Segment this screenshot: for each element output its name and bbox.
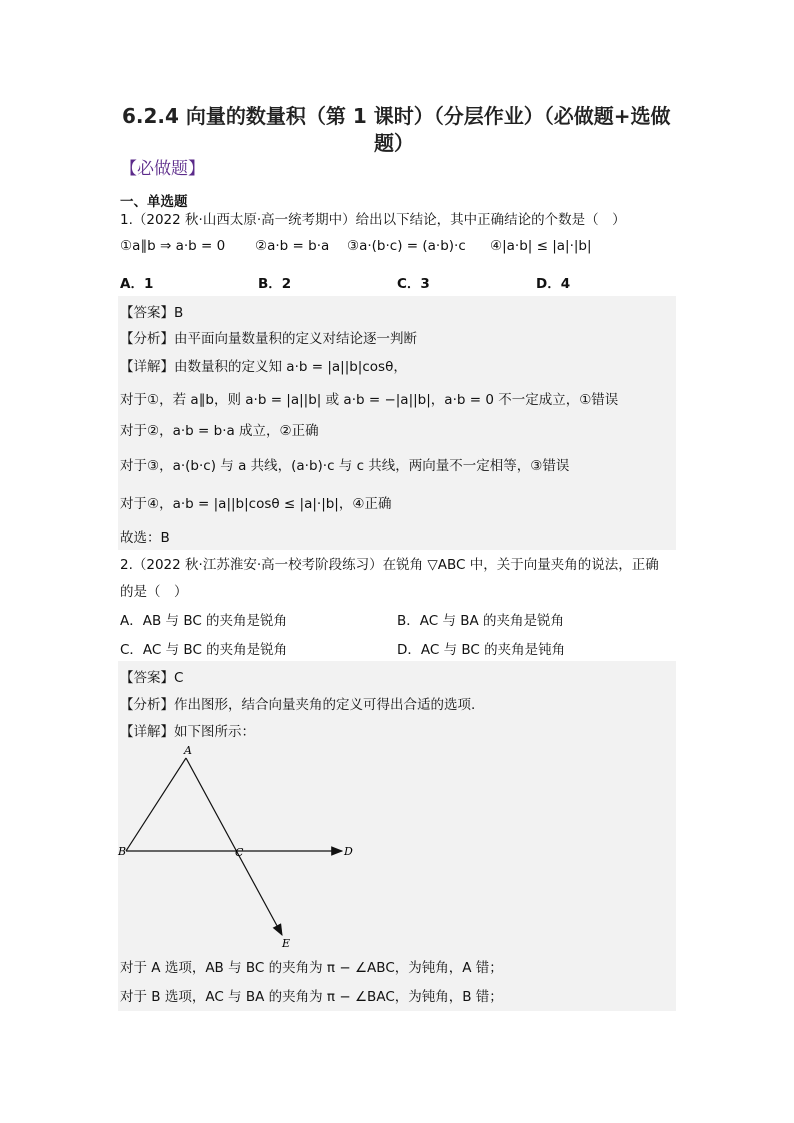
doc-title-line2: 题） bbox=[374, 131, 414, 155]
label-c: C bbox=[235, 846, 244, 859]
triangle-figure bbox=[110, 740, 370, 955]
q1-detail-3: 对于③，a·(b·c) 与 a 共线，(a·b)·c 与 c 共线，两向量不一定相等，③错误 bbox=[120, 458, 570, 474]
q1-detail-4: 对于④，a·b = |a||b|cosθ ≤ |a|·|b|，④正确 bbox=[120, 496, 392, 512]
q1-analysis: 【分析】由平面向量数量积的定义对结论逐一判断 bbox=[120, 331, 417, 347]
segment-ab bbox=[126, 758, 186, 851]
q1-stem: 1.（2022 秋·山西太原·高一统考期中）给出以下结论，其中正确结论的个数是（ ） bbox=[120, 212, 626, 228]
q2-option-a: A．AB 与 BC 的夹角是锐角 bbox=[120, 613, 288, 629]
q1-statement-4: ④|a·b| ≤ |a|·|b| bbox=[490, 238, 592, 254]
q2-detail-b: 对于 B 选项，AC 与 BA 的夹角为 π − ∠BAC，为钝角，B 错； bbox=[120, 989, 503, 1005]
q2-stem-line1: 2.（2022 秋·江苏淮安·高一校考阶段练习）在锐角 ▽ABC 中，关于向量夹角的说法，正确 bbox=[120, 557, 659, 573]
q2-answer: 【答案】C bbox=[120, 670, 184, 686]
q1-conclusion: 故选：B bbox=[120, 530, 170, 546]
q1-detail: 【详解】由数量积的定义知 a·b = |a||b|cosθ， bbox=[120, 359, 407, 375]
label-e: E bbox=[282, 937, 291, 950]
q2-detail: 【详解】如下图所示： bbox=[120, 724, 255, 740]
q2-analysis: 【分析】作出图形，结合向量夹角的定义可得出合适的选项. bbox=[120, 697, 476, 713]
q1-answer: 【答案】B bbox=[120, 305, 184, 321]
q2-stem-line2: 的是（ ） bbox=[120, 584, 188, 600]
q2-detail-a: 对于 A 选项，AB 与 BC 的夹角为 π − ∠ABC，为钝角，A 错； bbox=[120, 960, 503, 976]
q1-detail-1: 对于①，若 a∥b，则 a·b = |a||b| 或 a·b = −|a||b|，a·b = 0 不一定成立，①错误 bbox=[120, 392, 619, 408]
q2-option-b: B．AC 与 BA 的夹角是锐角 bbox=[397, 613, 565, 629]
q2-option-d: D．AC 与 BC 的夹角是钝角 bbox=[397, 642, 566, 658]
q1-option-b: B．2 bbox=[258, 276, 292, 292]
q2-option-c: C．AC 与 BC 的夹角是锐角 bbox=[120, 642, 288, 658]
label-b: B bbox=[118, 845, 127, 858]
label-d: D bbox=[344, 845, 353, 858]
q1-option-c: C．3 bbox=[397, 276, 430, 292]
doc-title-line1: 6.2.4 向量的数量积（第 1 课时）（分层作业）（必做题+选做 bbox=[122, 104, 671, 128]
q1-statement-1: ①a∥b ⇒ a·b = 0 bbox=[120, 238, 226, 254]
q1-option-a: A．1 bbox=[120, 276, 154, 292]
label-a: A bbox=[184, 744, 192, 757]
q1-detail-2: 对于②，a·b = b·a 成立，②正确 bbox=[120, 423, 319, 439]
ray-ae bbox=[186, 758, 282, 935]
section-required: 【必做题】 bbox=[120, 159, 205, 179]
q1-statement-3: ③a·(b·c) = (a·b)·c bbox=[347, 238, 466, 254]
q1-option-d: D．4 bbox=[536, 276, 571, 292]
heading-single-choice: 一、单选题 bbox=[120, 194, 188, 210]
q1-statement-2: ②a·b = b·a bbox=[255, 238, 330, 254]
